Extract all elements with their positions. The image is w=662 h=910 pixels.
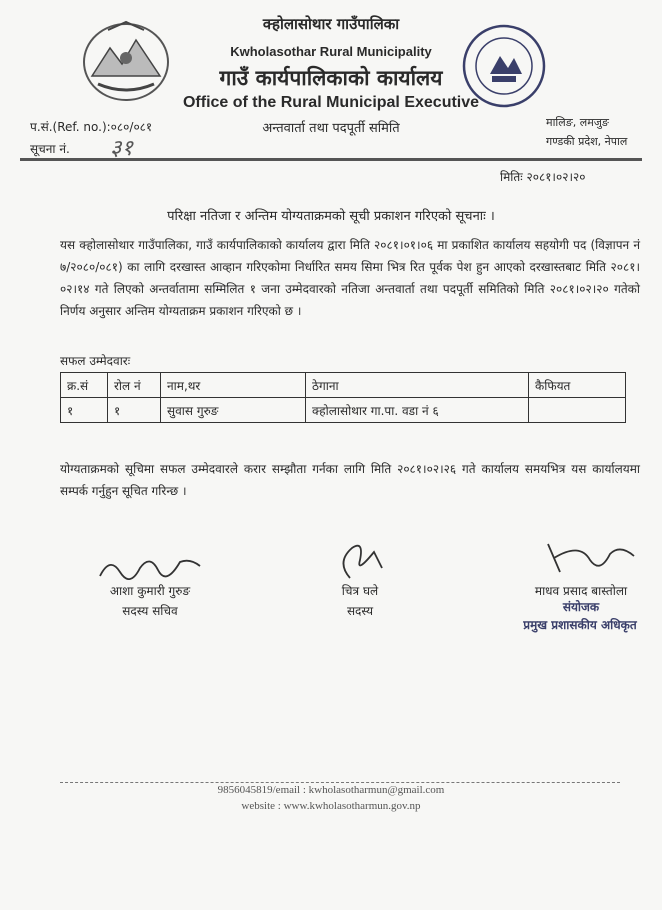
signatory-1-title: सदस्य सचिव	[122, 604, 178, 618]
address-line-2: गण्डकी प्रदेश, नेपाल	[546, 135, 628, 148]
cell-remarks	[529, 398, 626, 423]
col-header-name: नाम,थर	[161, 373, 306, 398]
municipality-name-nepali: क्होलासोथार गाउँपालिका	[262, 15, 400, 33]
candidates-table	[60, 372, 626, 423]
cell-address: क्होलासोथार गा.पा. वडा नं ६	[306, 398, 529, 423]
contact-instruction: योग्यताक्रमको सूचिमा सफल उम्मेदवारले करार सम्झौता गर्नका लागि मिति २०८१।०२।२६ गते कार्यालय समयभित्र यस कार्यालयमा सम्पर्क गर्नुहुन सूचित गरिन्छ ।	[60, 462, 640, 498]
notice-number: ३१	[110, 135, 133, 160]
signatory-3-designation-stamp: प्रमुख प्रशासकीय अधिकृत	[523, 618, 637, 632]
notice-body: यस क्होलासोथार गाउँपालिका, गाउँ कार्यपालिकाको कार्यालय द्वारा मिति २०८१।०१।०६ मा प्रकाशित कार्यालय सहयोगी पद (विज्ञापन नं ७/२०८०/०८१) का लागि दरखास्त आव्हान गरिएकोमा निर्धारित समय सिमा भित्र रित पूर्वक पेश हुन आएको दरखास्तबाट मिति २०८१।०२।१४ गते लिएको अन्तर्वातामा सम्मिलित १ जना उम्मेदवारको नतिजा अन्तवार्ता तथा पदपूर्ती समितिको मिति २०८१।०२।२० गतेको निर्णय अनुसार अन्तिम योग्यताक्रम प्रकाशन गरिएको छ ।	[60, 238, 640, 318]
header-divider	[20, 158, 642, 161]
table-header-row	[61, 373, 626, 398]
notice-label: सूचना नं.	[30, 142, 70, 156]
signatory-2-title: सदस्य	[346, 604, 374, 618]
signatory-1-name: आशा कुमारी गुरुङ	[109, 584, 191, 598]
signatory-2-name: चित्र घले	[341, 584, 379, 598]
signatory-3-title: संयोजक	[562, 600, 600, 614]
footer-divider	[60, 782, 620, 783]
cell-name: सुवास गुरुङ	[161, 398, 306, 423]
address-line-1: मालिङ, लमजुङ	[546, 116, 609, 129]
cell-roll: १	[108, 398, 161, 423]
committee-name: अन्तवार्ता तथा पदपूर्ती समिति	[262, 121, 400, 136]
office-address	[546, 113, 627, 151]
cell-serial: १	[61, 398, 108, 423]
successful-candidates-label: सफल उम्मेदवारः	[60, 354, 131, 368]
signature-member-secretary	[96, 546, 206, 586]
signatory-3-name: माधव प्रसाद बास्तोला	[534, 584, 628, 598]
office-name-nepali: गाउँ कार्यपालिकाको कार्यालय	[219, 66, 443, 90]
notice-date: मितिः २०८१।०२।२०	[500, 170, 586, 184]
table-row	[61, 398, 626, 423]
municipality-name-english: Kwholasothar Rural Municipality	[230, 44, 432, 59]
signature-coordinator	[540, 538, 640, 578]
col-header-remarks: कैफियत	[529, 373, 626, 398]
office-name-english: Office of the Rural Municipal Executive	[182, 94, 480, 111]
col-header-address: ठेगाना	[306, 373, 529, 398]
col-header-roll: रोल नं	[108, 373, 161, 398]
signature-member	[330, 538, 390, 584]
col-header-serial: क्र.सं	[61, 373, 108, 398]
footer-website: website : www.kwholasotharmun.gov.np	[241, 800, 421, 812]
notice-subject: परिक्षा नतिजा र अन्तिम योग्यताक्रमको सूची प्रकाशन गरिएको सूचनाः ।	[167, 209, 495, 224]
reference-number: प.सं.(Ref. no.):०८०/०८१	[30, 120, 153, 134]
footer-contact: 9856045819/email : kwholasotharmun@gmail.com	[217, 784, 445, 796]
